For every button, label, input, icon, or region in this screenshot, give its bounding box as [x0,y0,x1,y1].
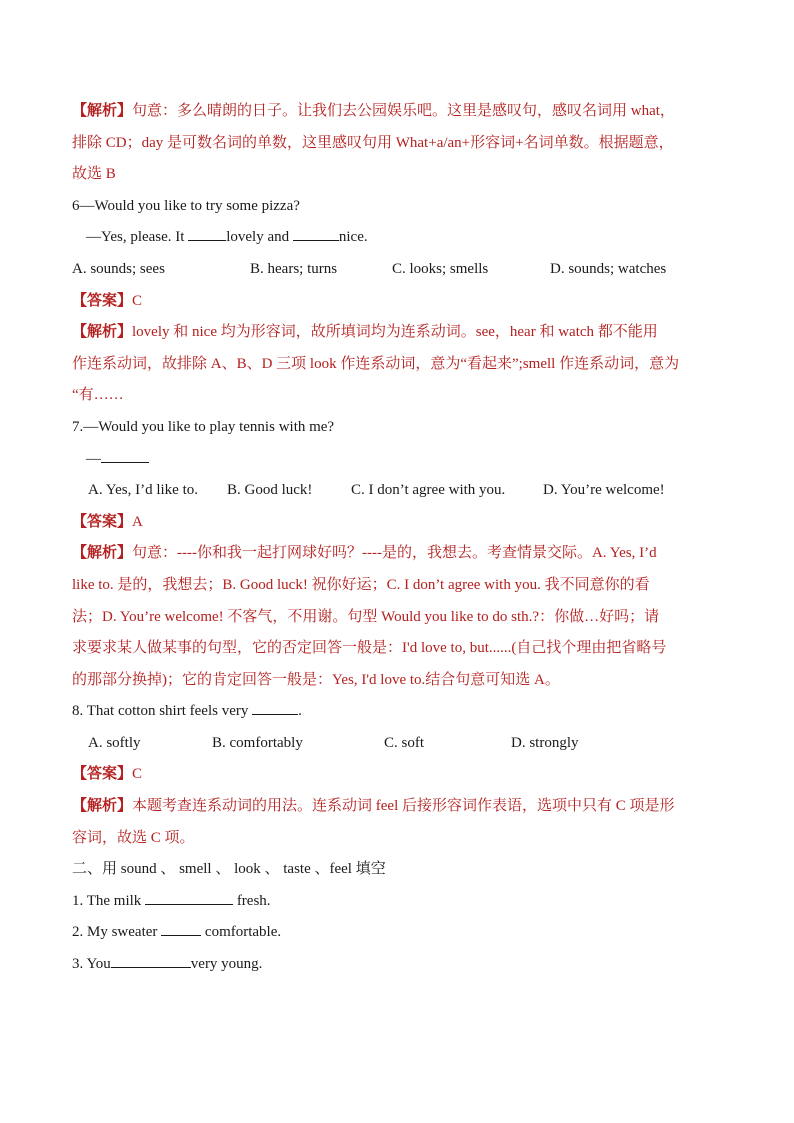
q7-option-d: D. You’re welcome! [543,482,665,499]
q7-answer [72,507,724,539]
q6-analysis-line-1 [72,317,724,349]
q7-blank [101,448,149,463]
fill-item-1-blank [145,890,233,905]
fill-item-2-pre: 2. My sweater [72,924,158,941]
fill-item-1 [72,886,724,918]
fill-item-3-pre: 3. You [72,956,111,973]
q7-stem: 7.—Would you like to play tennis with me? [72,418,335,435]
q7-option-b: B. Good luck! [227,482,313,499]
analysis-label: 【解析】 [72,103,133,119]
analysis-text: 句意：----你和我一起打网球好吗？----是的，我想去。考查情景交际。A. Yes, I’d [132,545,657,562]
fill-item-2-blank [161,921,201,936]
q7-analysis-line-3: 法；D. You’re welcome! 不客气，不用谢。句型 Would you like to do sth.?：你做…好吗；请 [72,608,660,625]
q8-analysis-line-1 [72,791,724,823]
q5-analysis-line-3: 故选 B [72,166,116,183]
section-2-title: 二、用 sound 、 smell 、 look 、 taste 、feel 填空 [72,861,386,878]
q8-option-a: A. softly [88,734,141,751]
q8-stem: 8. That cotton shirt feels very . [72,696,724,728]
fill-item-1-pre: 1. The milk [72,892,142,909]
q8-answer [72,759,724,791]
q8-option-c: C. soft [384,734,425,751]
q6-option-d: D. sounds; watches [550,260,667,277]
q7-analysis-line-4: 求要求某人做某事的句型，它的否定回答一般是：I'd love to, but......(自己找个理由把省略号 [72,640,667,657]
q7-analysis-line-2: like to. 是的，我想去；B. Good luck! 祝你好运；C. I don’t agree with you. 我不同意你的看 [72,576,650,593]
q7-reply-dash: — [86,450,101,467]
q8-option-d: D. strongly [511,734,579,751]
q7-reply [72,444,724,476]
answer-label: 【答案】 [72,292,133,309]
q6-option-b: B. hears; turns [250,260,338,277]
q6-answer-value: C [132,292,143,309]
fill-item-1-post: fresh. [236,892,271,909]
q6-analysis-line-2: 作连系动词，故排除 A、B、D 三项 look 作连系动词，意为“看起来”;smell 作连系动词，意为 [72,355,680,372]
q5-analysis-line-1 [72,96,724,128]
worksheet-page [72,96,724,981]
q6-reply [72,222,724,254]
q8-option-b: B. comfortably [212,734,303,751]
q7-answer-value: A [132,513,143,530]
q6-blank-1 [188,226,226,241]
fill-item-2-post: comfortable. [204,924,282,941]
analysis-text: lovely 和 nice 均为形容词，故所填词均为连系动词。see，hear 和 watch 都不能用 [132,324,658,341]
q6-options [72,254,724,286]
q6-option-a: A. sounds; sees [72,260,165,277]
analysis-label: 【解析】 [72,324,133,341]
q5-analysis-line-2: 排除 CD；day 是可数名词的单数，这里感叹句用 What+a/an+形容词+名词单数。根据题意， [72,134,674,151]
q8-blank [252,700,298,715]
answer-label: 【答案】 [72,766,133,783]
analysis-label: 【解析】 [72,798,133,815]
q6-reply-part-b: lovely and [226,229,290,246]
q7-option-c: C. I don’t agree with you. [351,482,506,499]
q7-analysis-line-5: 的那部分换掉)；它的肯定回答一般是：Yes, I'd love to.结合句意可知选 A。 [72,671,560,688]
q6-reply-part-a: —Yes, please. It [86,229,185,246]
q6-stem: 6—Would you like to try some pizza? [72,197,300,214]
q6-analysis-line-3: “有…… [72,387,124,404]
q8-options [72,728,724,760]
q6-reply-part-c: nice. [338,229,368,246]
analysis-text: 句意：多么晴朗的日子。让我们去公园娱乐吧。这里是感叹句，感叹名词用 what， [132,103,675,119]
q6-answer [72,286,724,318]
fill-item-3 [72,949,724,981]
q8-analysis-line-2: 容词，故选 C 项。 [72,829,195,846]
q7-option-a: A. Yes, I’d like to. [88,482,199,499]
analysis-text: 本题考查连系动词的用法。连系动词 feel 后接形容词作表语，选项中只有 C 项是形 [132,798,675,815]
q8-answer-value: C [132,766,143,783]
q7-options [72,475,724,507]
q6-blank-2 [293,226,339,241]
fill-item-3-blank [111,953,191,968]
fill-item-2 [72,917,724,949]
answer-label: 【答案】 [72,513,133,530]
q6-option-c: C. looks; smells [392,260,489,277]
q8-stem-text: 8. That cotton shirt feels very [72,703,249,720]
analysis-label: 【解析】 [72,545,133,562]
fill-item-3-post: very young. [190,956,263,973]
q7-analysis-line-1 [72,538,724,570]
